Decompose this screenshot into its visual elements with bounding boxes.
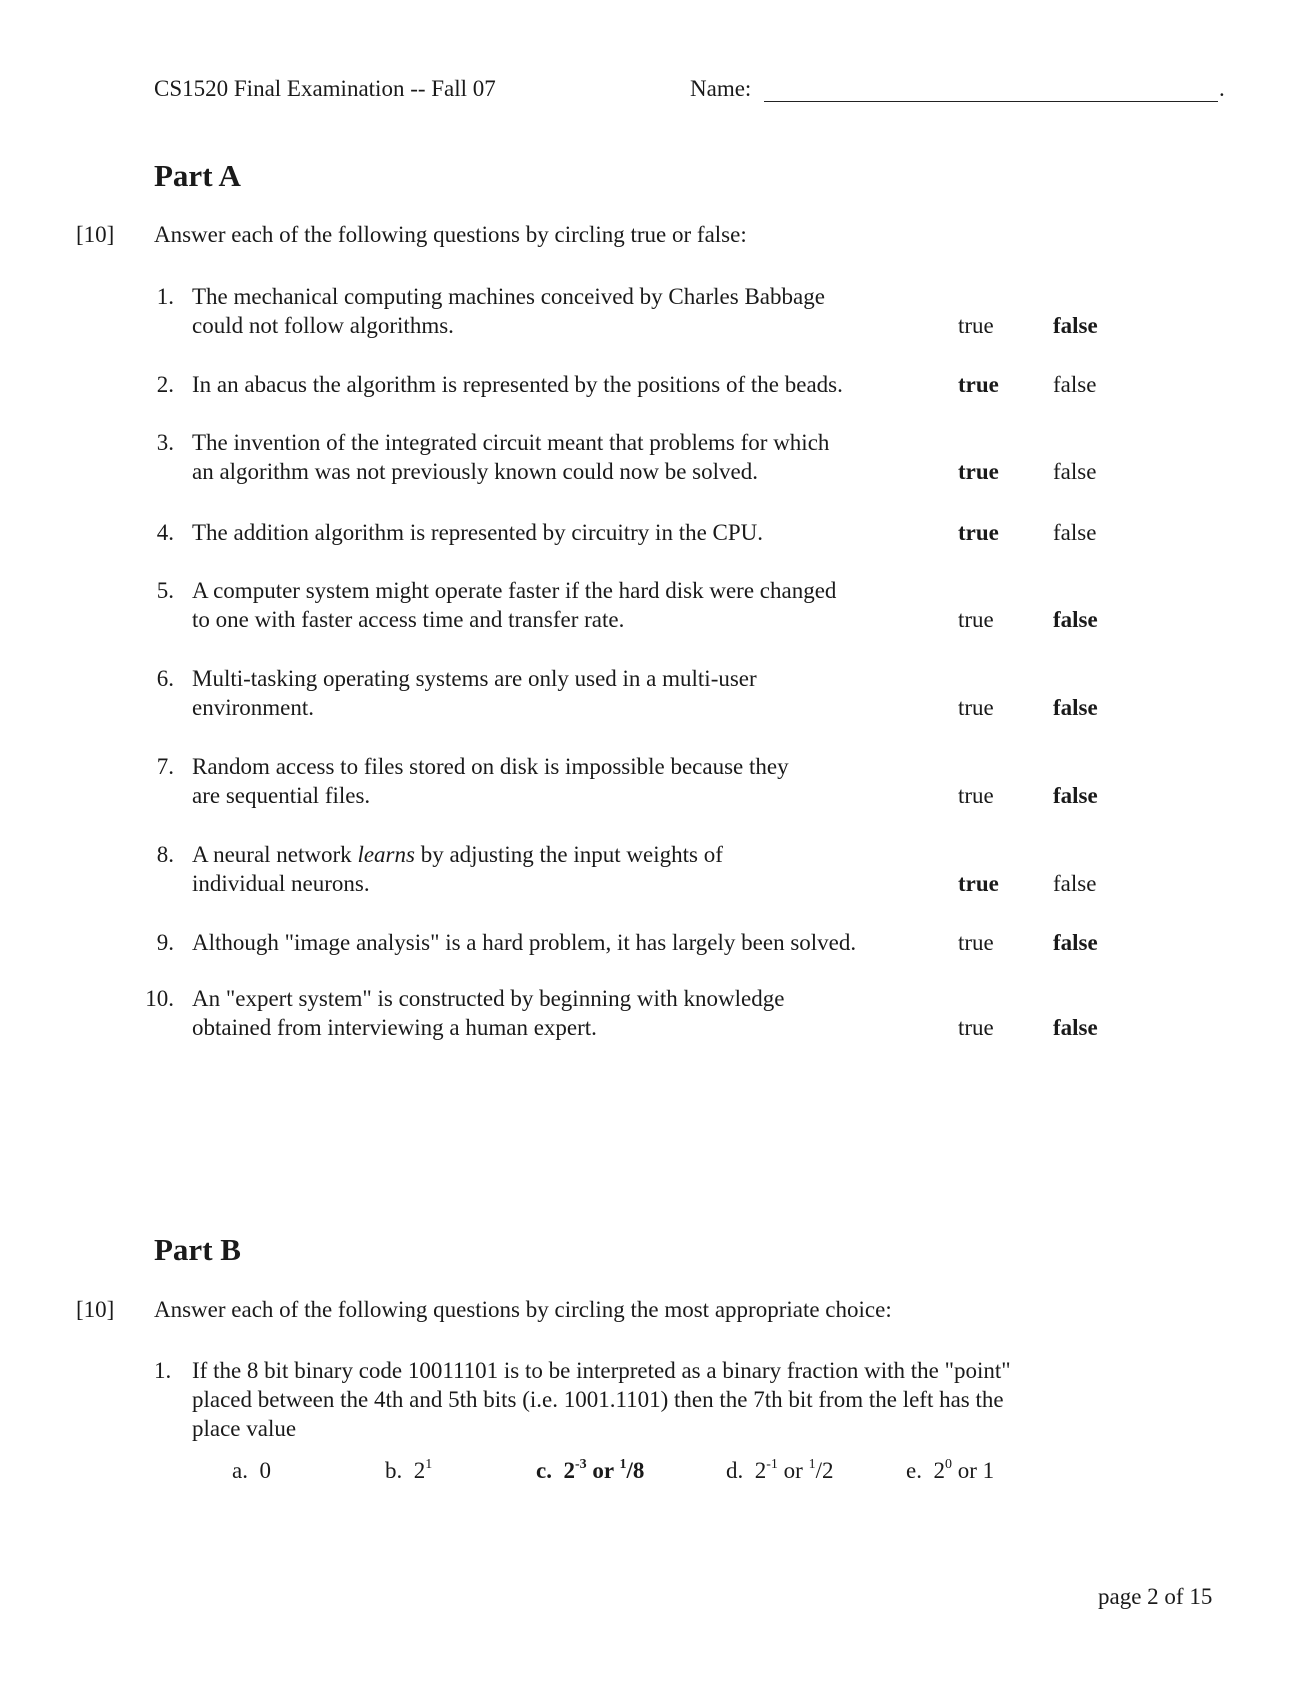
choice-a[interactable]: a. 0 bbox=[232, 1458, 271, 1483]
false-choice[interactable]: false bbox=[1053, 520, 1097, 545]
question-text: The mechanical computing machines conceived by Charles Babbage could not follow algorithms. bbox=[192, 284, 825, 338]
question-8 bbox=[0, 840, 1306, 900]
true-choice[interactable]: true bbox=[958, 372, 999, 397]
question-number: 6. bbox=[156, 666, 174, 691]
question-text: An "expert system" is constructed by beginning with knowledge obtained from interviewing a human expert. bbox=[192, 986, 785, 1040]
part-b-heading: Part B bbox=[154, 1232, 241, 1267]
page-number: page 2 of 15 bbox=[1098, 1584, 1213, 1609]
part-a-heading: Part A bbox=[154, 158, 241, 193]
true-choice[interactable]: true bbox=[958, 459, 999, 484]
question-6 bbox=[0, 664, 1306, 724]
question-2 bbox=[0, 370, 1306, 430]
question-number: 8. bbox=[156, 842, 174, 867]
name-end-period: . bbox=[1219, 76, 1225, 101]
part-b-instructions: Answer each of the following questions by circling the most appropriate choice: bbox=[154, 1297, 892, 1322]
choice-d[interactable]: d. $2^{-1}$ or $^1$/2 bbox=[726, 1457, 834, 1483]
question-1 bbox=[0, 282, 1306, 342]
true-choice[interactable]: true bbox=[958, 930, 994, 955]
exam-title: CS1520 Final Examination -- Fall 07 bbox=[154, 76, 496, 101]
question-10 bbox=[0, 984, 1306, 1044]
question-4 bbox=[0, 518, 1306, 578]
question-number: 5. bbox=[156, 578, 174, 603]
question-text: If the 8 bit binary code 10011101 is to be interpreted as a binary fraction with the "point" placed between the 4th and 5th bits (i.e. 1001.1101) then the 7th bit from the left has the place value bbox=[192, 1358, 1011, 1441]
false-choice[interactable]: false bbox=[1053, 372, 1097, 397]
question-text: Random access to files stored on disk is impossible because they are sequential files. bbox=[192, 754, 789, 808]
false-choice[interactable]: false bbox=[1053, 607, 1098, 632]
true-choice[interactable]: true bbox=[958, 1015, 994, 1040]
question-9 bbox=[0, 928, 1306, 988]
false-choice[interactable]: false bbox=[1053, 930, 1098, 955]
question-text: The addition algorithm is represented by circuitry in the CPU. bbox=[192, 520, 764, 545]
question-number: 1. bbox=[154, 1358, 172, 1383]
false-choice[interactable]: false bbox=[1053, 459, 1097, 484]
question-text: In an abacus the algorithm is represented by the positions of the beads. bbox=[192, 372, 843, 397]
question-number: 1. bbox=[156, 284, 174, 309]
part-b-points: [10] bbox=[76, 1297, 115, 1322]
question-text: A computer system might operate faster if the hard disk were changed to one with faster access time and transfer rate. bbox=[192, 578, 837, 632]
true-choice[interactable]: true bbox=[958, 695, 994, 720]
choice-c[interactable]: c. $2^{-3}$ or $^1$/8 bbox=[536, 1457, 645, 1483]
part-b-question-1 bbox=[154, 1356, 1154, 1446]
question-5 bbox=[0, 576, 1306, 636]
false-choice[interactable]: false bbox=[1053, 313, 1098, 338]
question-number: 4. bbox=[156, 520, 174, 545]
true-choice[interactable]: true bbox=[958, 607, 994, 632]
false-choice[interactable]: false bbox=[1053, 695, 1098, 720]
question-number: 2. bbox=[156, 372, 174, 397]
true-choice[interactable]: true bbox=[958, 871, 999, 896]
question-text: Although "image analysis" is a hard problem, it has largely been solved. bbox=[192, 930, 857, 955]
part-a-points: [10] bbox=[76, 222, 115, 247]
question-number: 10. bbox=[145, 986, 174, 1011]
true-choice[interactable]: true bbox=[958, 313, 994, 338]
part-a-instructions: Answer each of the following questions by circling true or false: bbox=[154, 222, 747, 247]
question-text: The invention of the integrated circuit meant that problems for which an algorithm was not previously known could now be solved. bbox=[192, 430, 830, 484]
emphasized-word: learns bbox=[357, 842, 415, 867]
false-choice[interactable]: false bbox=[1053, 783, 1098, 808]
question-number: 3. bbox=[156, 430, 174, 455]
name-label: Name: bbox=[690, 76, 752, 101]
question-7 bbox=[0, 752, 1306, 812]
true-choice[interactable]: true bbox=[958, 520, 999, 545]
question-number: 9. bbox=[156, 930, 174, 955]
question-text: A neural network learns by adjusting the input weights of individual neurons. bbox=[192, 842, 723, 896]
choice-e[interactable]: e. $2^0$ or 1 bbox=[906, 1457, 995, 1483]
question-3 bbox=[0, 428, 1306, 488]
false-choice[interactable]: false bbox=[1053, 1015, 1098, 1040]
question-text: Multi-tasking operating systems are only used in a multi-user environment. bbox=[192, 666, 757, 720]
false-choice[interactable]: false bbox=[1053, 871, 1097, 896]
true-choice[interactable]: true bbox=[958, 783, 994, 808]
name-blank-line[interactable] bbox=[764, 101, 1218, 102]
choice-b[interactable]: b. $2^1$ bbox=[385, 1457, 433, 1483]
question-number: 7. bbox=[156, 754, 174, 779]
